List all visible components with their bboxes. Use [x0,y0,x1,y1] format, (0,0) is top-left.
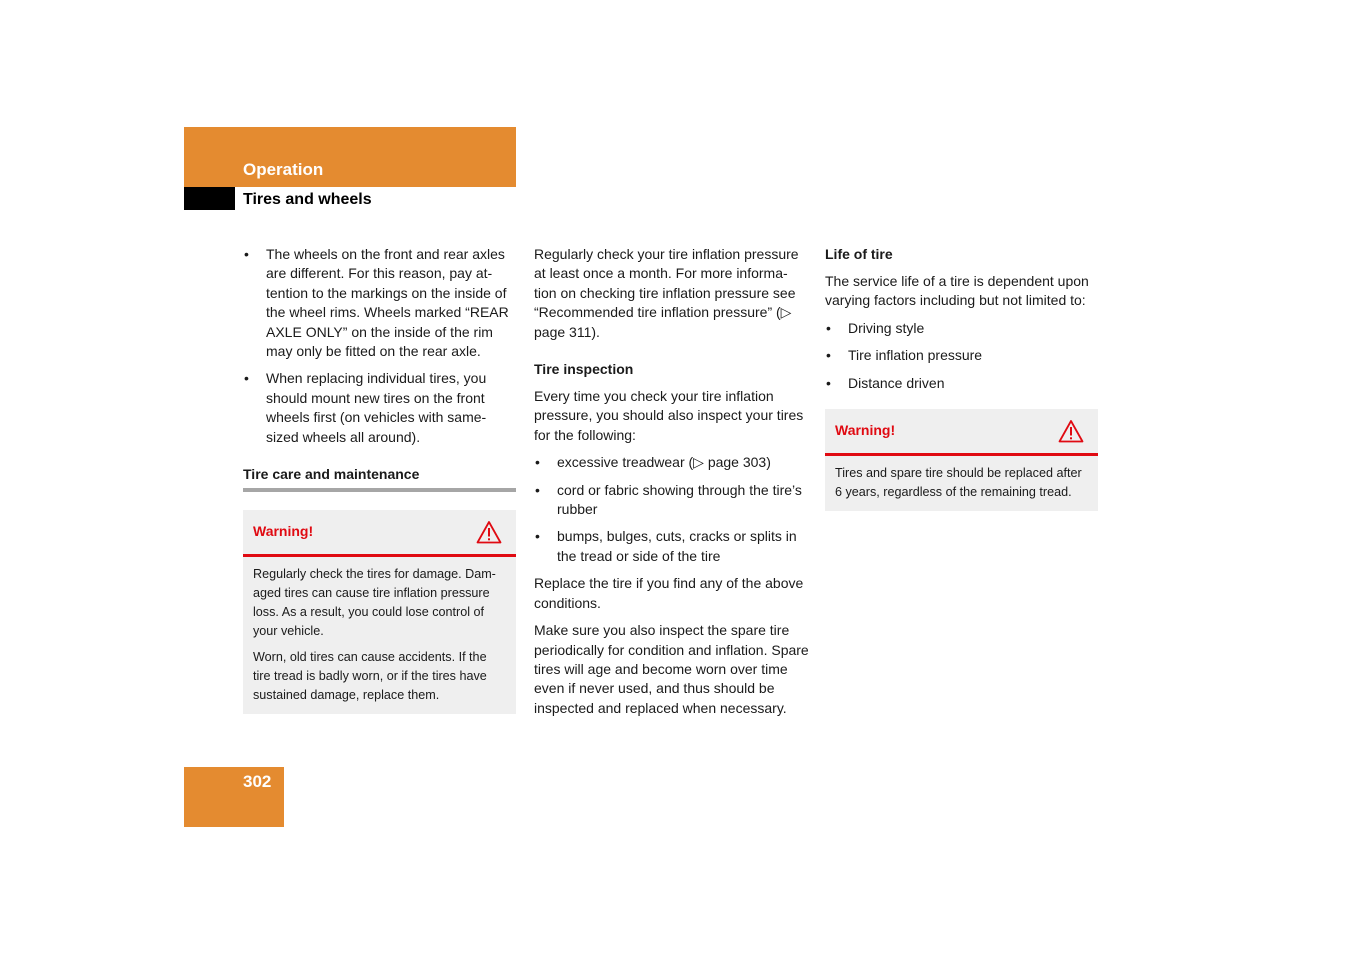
header-marker-tab [184,187,235,210]
column-middle [534,245,809,726]
replace-tire-text: Replace the tire if you find any of the above conditions. [534,575,804,611]
warning-box-damage [243,510,516,714]
warning-label: Warning! [835,422,896,439]
column-right [825,245,1098,511]
pressure-check-text: Regularly check your tire inflation pressure at least once a month. For more informa-tion on checking tire inflation pressure see “Recommended tire inflation pressure” (▷ page 311). [534,246,799,340]
section-title: Operation [243,160,324,179]
warning-triangle-icon [476,520,502,544]
list-item: • Tire inflation pressure [825,346,1098,365]
list-item: • Distance driven [825,374,1098,393]
warning-body [825,456,1098,511]
list-item: • excessive treadwear (▷ page 303) [534,453,809,472]
life-of-tire-heading: Life of tire [825,246,893,262]
page-number: 302 [243,772,272,791]
warning-header [243,510,516,557]
spare-tire-text: Make sure you also inspect the spare tire periodically for condition and inflation. Spare tires will age and become worn over time even if never used, and thus should be inspected and replaced when necessary. [534,622,809,716]
warning-paragraph: Regularly check the tires for damage. Dam-aged tires can cause tire inflation pressure loss. As a result, you could lose control of your vehicle. [253,567,496,639]
warning-header [825,409,1098,456]
warning-paragraph: Tires and spare tire should be replaced after 6 years, regardless of the remaining tread. [835,466,1082,500]
life-of-tire-intro: The service life of a tire is dependent upon varying factors including but not limited to: [825,273,1089,309]
list-item: • Driving style [825,319,1098,338]
tire-care-heading: Tire care and maintenance [243,465,516,492]
warning-box-age [825,409,1098,511]
warning-label: Warning! [253,523,314,540]
column-left [243,245,516,714]
inspection-intro-text: Every time you check your tire inflation pressure, you should also inspect your tires for the following: [534,388,804,443]
list-item: • cord or fabric showing through the tire’s rubber [534,481,809,520]
wheel-notes-list [243,245,516,447]
life-factors-list [825,319,1098,393]
inspection-list [534,453,809,566]
warning-triangle-icon [1058,419,1084,443]
list-item: • The wheels on the front and rear axles are different. For this reason, pay at-tention to the markings on the inside of the wheel rims. Wheels marked “REAR AXLE ONLY” on the inside of the rim may only be fitted on the rear axle. [243,245,516,361]
list-item: • bumps, bulges, cuts, cracks or splits in the tread or side of the tire [534,527,809,566]
tire-inspection-heading: Tire inspection [534,361,634,378]
warning-paragraph: Worn, old tires can cause accidents. If the tire tread is badly worn, or if the tires have sustained damage, replace them. [253,650,487,703]
header-band [184,127,516,187]
list-item: • When replacing individual tires, you should mount new tires on the front wheels first (on vehicles with same-sized wheels all around). [243,369,516,447]
warning-body [243,557,516,714]
subsection-title: Tires and wheels [243,191,372,208]
